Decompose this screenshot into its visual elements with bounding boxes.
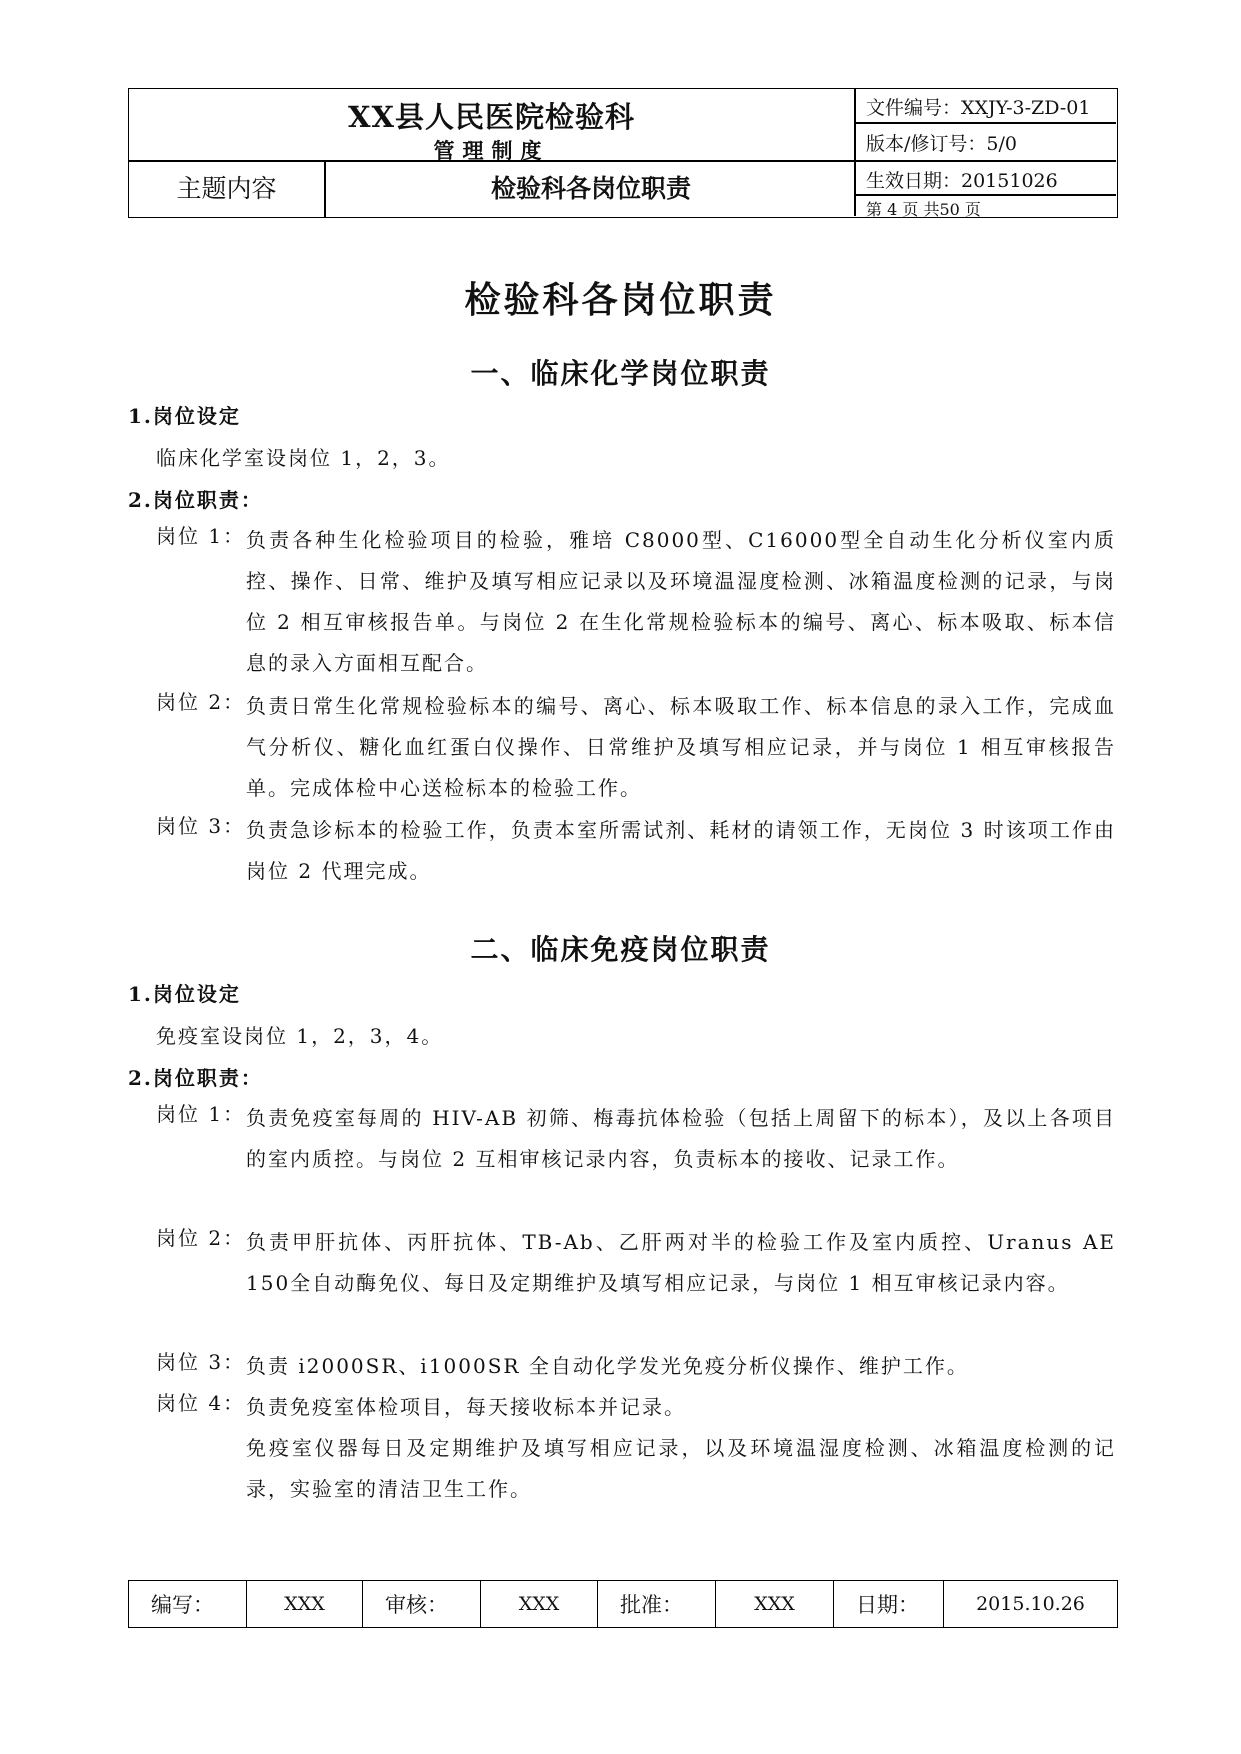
date-label: 日期： (834, 1581, 944, 1627)
post-text: 负责急诊标本的检验工作，负责本室所需试剂、耗材的请领工作，无岗位 3 时该项工作由岗位 2 代理完成。 (246, 818, 1116, 883)
post-label: 岗位 1： (156, 1102, 246, 1126)
post-text: 负责日常生化常规检验标本的编号、离心、标本吸取工作、标本信息的录入工作，完成血气分析仪、糖化血红蛋白仪操作、日常维护及填写相应记录，并与岗位 1 相互审核报告单。完成体检中心送检标本的检验工作。 (246, 694, 1116, 800)
org-name: XX县人民医院检验科 (347, 100, 635, 134)
setup-heading: 1.岗位设定 (128, 404, 241, 428)
post-label: 岗位 2： (156, 1226, 246, 1250)
signature-table (128, 1580, 1118, 1628)
written-value: XXX (247, 1581, 363, 1627)
date-value: 2015.10.26 (976, 1593, 1085, 1615)
effective-date: 生效日期：20151026 (866, 170, 1058, 192)
setup-text: 免疫室设岗位 1，2，3，4。 (156, 1024, 444, 1048)
doc-category: 管理制度 (433, 138, 550, 163)
post-text: 负责甲肝抗体、丙肝抗体、TB-Ab、乙肝两对半的检验工作及室内质控、Uranus AE 150全自动酶免仪、每日及定期维护及填写相应记录，与岗位 1 相互审核记录内容。 (246, 1230, 1116, 1295)
version-number: 版本/修订号：5/0 (866, 133, 1017, 155)
section-title: 一、临床化学岗位职责 (470, 357, 771, 390)
subject-value: 检验科各岗位职责 (490, 174, 691, 203)
subject-label: 主题内容 (176, 174, 277, 203)
post-label: 岗位 2： (156, 690, 246, 714)
post-text: 负责各种生化检验项目的检验，雅培 C8000型、C16000型全自动生化分析仪室内质控、操作、日常、维护及填写相应记录以及环境温湿度检测、冰箱温度检测的记录，与岗位 2 相互审核报告单。与岗位 2 在生化常规检验标本的编号、离心、标本吸取、标本信息的录入方面相互配合。 (246, 528, 1116, 675)
header-table (128, 88, 1118, 218)
post-label: 岗位 3： (156, 1350, 246, 1374)
document-title: 检验科各岗位职责 (464, 279, 777, 321)
reviewed-label: 审核： (363, 1581, 481, 1627)
duty-heading: 2.岗位职责： (128, 1066, 263, 1090)
duty-heading: 2.岗位职责： (128, 488, 263, 512)
setup-heading: 1.岗位设定 (128, 982, 241, 1006)
section-title: 二、临床免疫岗位职责 (470, 933, 771, 966)
reviewed-value: XXX (481, 1581, 598, 1627)
post-extra-text: 免疫室仪器每日及定期维护及填写相应记录，以及环境温湿度检测、冰箱温度检测的记录，实验室的清洁卫生工作。 (246, 1436, 1116, 1501)
post-label: 岗位 1： (156, 524, 246, 548)
approved-value: XXX (716, 1581, 834, 1627)
written-label: 编写： (129, 1581, 247, 1627)
post-text: 负责免疫室体检项目，每天接收标本并记录。 (246, 1395, 686, 1419)
approved-label: 批准： (598, 1581, 716, 1627)
page-info: 第 4 页 共50 页 (866, 200, 981, 219)
post-label: 岗位 3： (156, 814, 246, 838)
post-text: 负责免疫室每周的 HIV-AB 初筛、梅毒抗体检验（包括上周留下的标本），及以上各项目的室内质控。与岗位 2 互相审核记录内容，负责标本的接收、记录工作。 (246, 1106, 1116, 1171)
file-number: 文件编号：XXJY-3-ZD-01 (866, 97, 1091, 119)
setup-text: 临床化学室设岗位 1，2，3。 (156, 446, 451, 470)
post-text: 负责 i2000SR、i1000SR 全自动化学发光免疫分析仪操作、维护工作。 (246, 1354, 969, 1378)
post-label: 岗位 4： (156, 1391, 246, 1415)
